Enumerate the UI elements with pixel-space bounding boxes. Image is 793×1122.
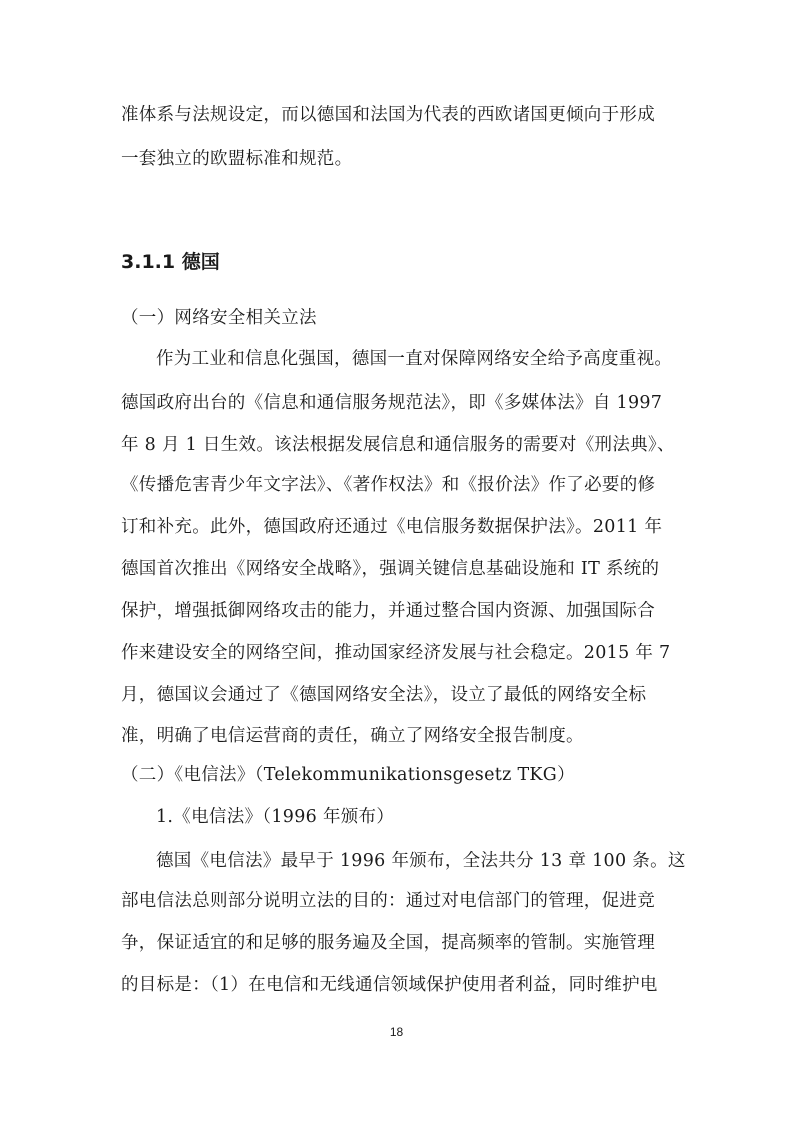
subsection-2-title: （二）《电信法》（Telekommunikationsgesetz TKG） <box>121 765 575 785</box>
item-1-title: 1.《电信法》（1996 年颁布） <box>156 807 395 827</box>
section-heading: 3.1.1 德国 <box>121 251 220 273</box>
paragraph-1-line-1: 作为工业和信息化强国，德国一直对保障网络安全给予高度重视。 <box>156 349 673 369</box>
paragraph-1-line-3: 年 8 月 1 日生效。该法根据发展信息和通信服务的需要对《刑法典》、 <box>121 435 675 455</box>
paragraph-1-line-9: 月，德国议会通过了《德国网络安全法》，设立了最低的网络安全标 <box>121 685 647 705</box>
paragraph-2-line-1: 德国《电信法》最早于 1996 年颁布，全法共分 13 章 100 条。这 <box>156 851 686 871</box>
paragraph-1-line-6: 德国首次推出《网络安全战略》，强调关键信息基础设施和 IT 系统的 <box>121 559 660 579</box>
paragraph-1-line-10: 准，明确了电信运营商的责任，确立了网络安全报告制度。 <box>121 726 584 746</box>
paragraph-2-line-2: 部电信法总则部分说明立法的目的：通过对电信部门的管理，促进竞 <box>121 891 655 911</box>
page-number: 18 <box>389 1025 404 1039</box>
paragraph-1-line-8: 作来建设安全的网络空间，推动国家经济发展与社会稳定。2015 年 7 <box>121 643 671 663</box>
subsection-1-title: （一）网络安全相关立法 <box>121 308 317 328</box>
paragraph-1-line-7: 保护，增强抵御网络攻击的能力，并通过整合国内资源、加强国际合 <box>121 601 655 621</box>
intro-line-1: 准体系与法规设定，而以德国和法国为代表的西欧诸国更倾向于形成 <box>121 105 655 125</box>
paragraph-2-line-4: 的目标是：（1）在电信和无线通信领域保护使用者利益，同时维护电 <box>121 975 658 995</box>
intro-line-2: 一套独立的欧盟标准和规范。 <box>121 149 353 169</box>
paragraph-1-line-4: 《传播危害青少年文字法》、《著作权法》和《报价法》作了必要的修 <box>121 475 656 495</box>
paragraph-1-line-5: 订和补充。此外，德国政府还通过《电信服务数据保护法》。2011 年 <box>121 517 663 537</box>
paragraph-1-line-2: 德国政府出台的《信息和通信服务规范法》，即《多媒体法》自 1997 <box>121 393 663 413</box>
paragraph-2-line-3: 争，保证适宜的和足够的服务遍及全国，提高频率的管制。实施管理 <box>121 933 655 953</box>
